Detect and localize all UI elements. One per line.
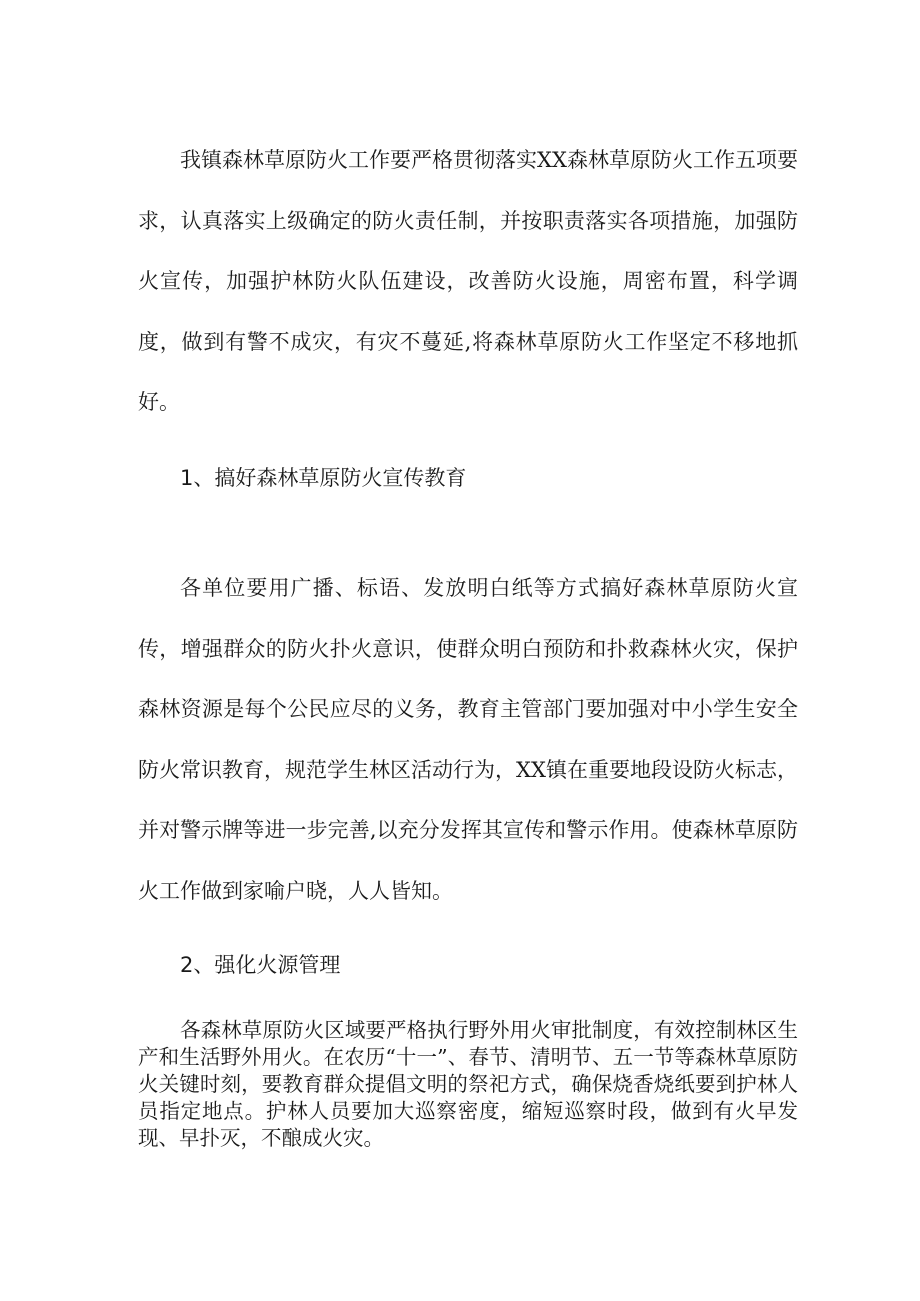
intro-paragraph: 我镇森林草原防火工作要严格贯彻落实XX森林草原防火工作五项要求，认真落实上级确定的防火责任制，并按职责落实各项措施，加强防火宣传，加强护林防火队伍建设，改善防火设施，周密布置，科学调度，做到有警不成灾，有灾不蔓延,将森林草原防火工作坚定不移地抓好。 [138, 148, 798, 414]
fire-source-paragraph: 各森林草原防火区域要严格执行野外用火审批制度，有效控制林区生产和生活野外用火。在农历“十一”、春节、清明节、五一节等森林草原防火关键时刻，要教育群众提倡文明的祭祀方式，确保烧香烧纸要到护林人员指定地点。护林人员要加大巡察密度，缩短巡察时段，做到有火早发现、早扑灭，不酿成火灾。 [138, 1018, 798, 1150]
section-heading-publicity: 1、搞好森林草原防火宣传教育 [180, 466, 467, 490]
publicity-paragraph: 各单位要用广播、标语、发放明白纸等方式搞好森林草原防火宣传，增强群众的防火扑火意识，使群众明白预防和扑救森林火灾，保护森林资源是每个公民应尽的义务，教育主管部门要加强对中小学生安全防火常识教育，规范学生林区活动行为，XX镇在重要地段设防火标志，并对警示牌等进一步完善,以充分发挥其宣传和警示作用。使森林草原防火工作做到家喻户晓，人人皆知。 [138, 576, 798, 903]
section-heading-fire-source: 2、强化火源管理 [180, 953, 341, 977]
